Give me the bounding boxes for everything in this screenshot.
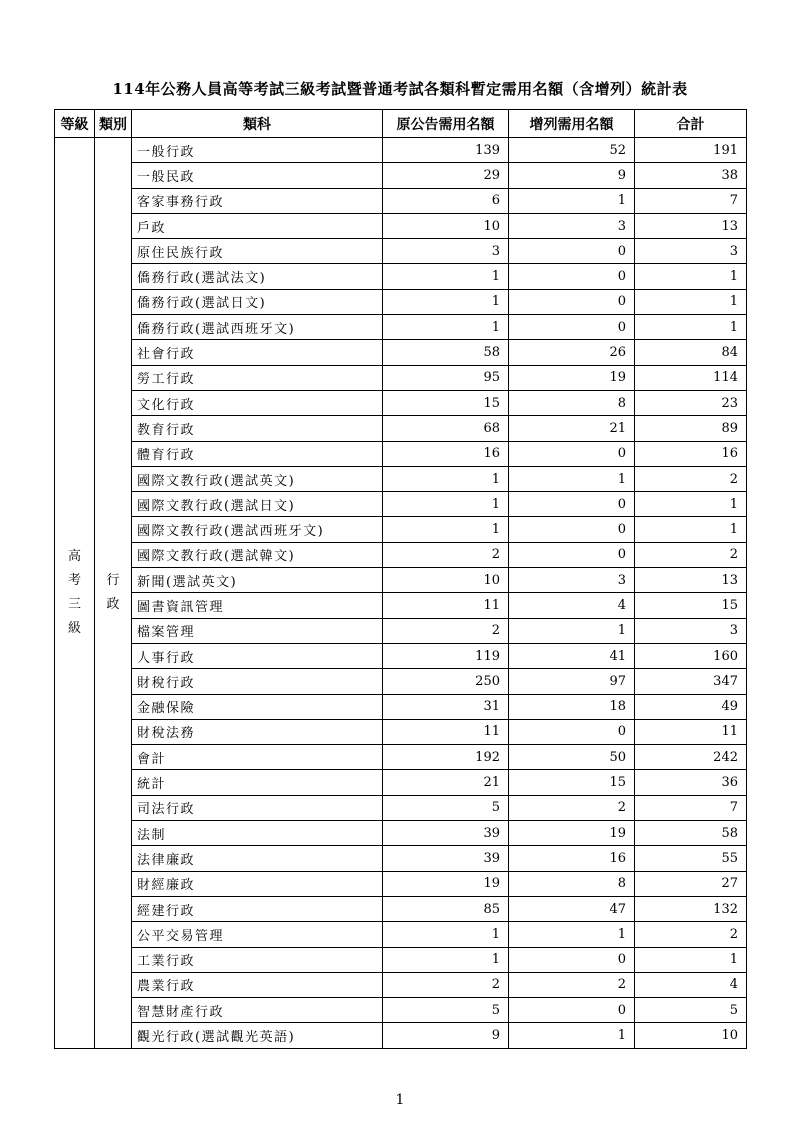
original-cell: 10 xyxy=(383,213,509,238)
total-cell: 13 xyxy=(635,568,747,593)
added-cell: 0 xyxy=(509,542,635,567)
added-cell: 19 xyxy=(509,365,635,390)
subject-cell: 財稅法務 xyxy=(132,719,383,744)
total-cell: 11 xyxy=(635,719,747,744)
original-cell: 11 xyxy=(383,719,509,744)
table-row xyxy=(55,517,747,542)
grade-cell xyxy=(55,138,95,1049)
added-cell: 0 xyxy=(509,239,635,264)
total-cell: 15 xyxy=(635,593,747,618)
original-cell: 1 xyxy=(383,517,509,542)
header-grade: 等級 xyxy=(55,110,95,138)
original-cell: 85 xyxy=(383,896,509,921)
original-cell: 11 xyxy=(383,593,509,618)
added-cell: 3 xyxy=(509,568,635,593)
subject-cell: 法律廉政 xyxy=(132,846,383,871)
added-cell: 4 xyxy=(509,593,635,618)
added-cell: 8 xyxy=(509,390,635,415)
table-row xyxy=(55,745,747,770)
original-cell: 1 xyxy=(383,315,509,340)
table-row xyxy=(55,795,747,820)
original-cell: 58 xyxy=(383,340,509,365)
added-cell: 21 xyxy=(509,416,635,441)
category-char: 政 xyxy=(106,596,120,612)
subject-cell: 觀光行政(選試觀光英語) xyxy=(132,1023,383,1048)
header-subject: 類科 xyxy=(132,110,383,138)
subject-cell: 體育行政 xyxy=(132,441,383,466)
original-cell: 6 xyxy=(383,188,509,213)
table-row xyxy=(55,922,747,947)
total-cell: 7 xyxy=(635,188,747,213)
total-cell: 191 xyxy=(635,138,747,163)
original-cell: 2 xyxy=(383,618,509,643)
original-cell: 192 xyxy=(383,745,509,770)
category-cell xyxy=(95,138,132,1049)
added-cell: 19 xyxy=(509,821,635,846)
header-category: 類別 xyxy=(95,110,132,138)
total-cell: 1 xyxy=(635,947,747,972)
total-cell: 347 xyxy=(635,669,747,694)
subject-cell: 農業行政 xyxy=(132,972,383,997)
table-row xyxy=(55,770,747,795)
original-cell: 3 xyxy=(383,239,509,264)
added-cell: 0 xyxy=(509,289,635,314)
table-row xyxy=(55,340,747,365)
subject-cell: 僑務行政(選試日文) xyxy=(132,289,383,314)
table-row xyxy=(55,213,747,238)
total-cell: 1 xyxy=(635,517,747,542)
subject-cell: 財經廉政 xyxy=(132,871,383,896)
subject-cell: 教育行政 xyxy=(132,416,383,441)
total-cell: 5 xyxy=(635,998,747,1023)
total-cell: 3 xyxy=(635,618,747,643)
total-cell: 58 xyxy=(635,821,747,846)
subject-cell: 僑務行政(選試西班牙文) xyxy=(132,315,383,340)
total-cell: 1 xyxy=(635,315,747,340)
header-added: 增列需用名額 xyxy=(509,110,635,138)
original-cell: 16 xyxy=(383,441,509,466)
added-cell: 1 xyxy=(509,922,635,947)
quota-table xyxy=(54,109,747,1049)
added-cell: 0 xyxy=(509,998,635,1023)
subject-cell: 公平交易管理 xyxy=(132,922,383,947)
original-cell: 68 xyxy=(383,416,509,441)
added-cell: 1 xyxy=(509,188,635,213)
original-cell: 139 xyxy=(383,138,509,163)
table-row xyxy=(55,264,747,289)
total-cell: 10 xyxy=(635,1023,747,1048)
table-row xyxy=(55,163,747,188)
added-cell: 8 xyxy=(509,871,635,896)
table-row xyxy=(55,441,747,466)
total-cell: 4 xyxy=(635,972,747,997)
total-cell: 1 xyxy=(635,492,747,517)
added-cell: 41 xyxy=(509,643,635,668)
subject-cell: 國際文教行政(選試日文) xyxy=(132,492,383,517)
table-row xyxy=(55,998,747,1023)
original-cell: 1 xyxy=(383,289,509,314)
original-cell: 2 xyxy=(383,972,509,997)
added-cell: 0 xyxy=(509,947,635,972)
total-cell: 3 xyxy=(635,239,747,264)
header-row xyxy=(55,110,747,138)
original-cell: 250 xyxy=(383,669,509,694)
table-row xyxy=(55,416,747,441)
original-cell: 5 xyxy=(383,795,509,820)
table-row xyxy=(55,492,747,517)
category-char: 行 xyxy=(106,572,120,588)
table-row xyxy=(55,138,747,163)
table-row xyxy=(55,289,747,314)
total-cell: 1 xyxy=(635,289,747,314)
subject-cell: 新聞(選試英文) xyxy=(132,568,383,593)
subject-cell: 司法行政 xyxy=(132,795,383,820)
subject-cell: 客家事務行政 xyxy=(132,188,383,213)
added-cell: 47 xyxy=(509,896,635,921)
added-cell: 50 xyxy=(509,745,635,770)
added-cell: 15 xyxy=(509,770,635,795)
page-title: 114年公務人員高等考試三級考試暨普通考試各類科暫定需用名額（含增列）統計表 xyxy=(112,80,688,98)
original-cell: 39 xyxy=(383,821,509,846)
table-row xyxy=(55,719,747,744)
total-cell: 2 xyxy=(635,542,747,567)
subject-cell: 勞工行政 xyxy=(132,365,383,390)
subject-cell: 智慧財產行政 xyxy=(132,998,383,1023)
grade-char: 級 xyxy=(67,620,81,636)
added-cell: 3 xyxy=(509,213,635,238)
added-cell: 0 xyxy=(509,441,635,466)
added-cell: 52 xyxy=(509,138,635,163)
subject-cell: 人事行政 xyxy=(132,643,383,668)
added-cell: 1 xyxy=(509,466,635,491)
table-row xyxy=(55,593,747,618)
original-cell: 1 xyxy=(383,264,509,289)
added-cell: 0 xyxy=(509,719,635,744)
subject-cell: 一般民政 xyxy=(132,163,383,188)
subject-cell: 戶政 xyxy=(132,213,383,238)
subject-cell: 國際文教行政(選試英文) xyxy=(132,466,383,491)
original-cell: 31 xyxy=(383,694,509,719)
total-cell: 27 xyxy=(635,871,747,896)
table-row xyxy=(55,568,747,593)
subject-cell: 圖書資訊管理 xyxy=(132,593,383,618)
table-row xyxy=(55,896,747,921)
original-cell: 15 xyxy=(383,390,509,415)
total-cell: 1 xyxy=(635,264,747,289)
added-cell: 0 xyxy=(509,517,635,542)
table-row xyxy=(55,947,747,972)
total-cell: 23 xyxy=(635,390,747,415)
page-number: 1 xyxy=(395,1092,405,1108)
table-row xyxy=(55,390,747,415)
table-row xyxy=(55,871,747,896)
total-cell: 16 xyxy=(635,441,747,466)
table-row xyxy=(55,643,747,668)
original-cell: 9 xyxy=(383,1023,509,1048)
original-cell: 39 xyxy=(383,846,509,871)
original-cell: 21 xyxy=(383,770,509,795)
original-cell: 1 xyxy=(383,466,509,491)
total-cell: 49 xyxy=(635,694,747,719)
original-cell: 1 xyxy=(383,947,509,972)
added-cell: 0 xyxy=(509,492,635,517)
total-cell: 242 xyxy=(635,745,747,770)
total-cell: 84 xyxy=(635,340,747,365)
total-cell: 13 xyxy=(635,213,747,238)
grade-char: 高 xyxy=(67,548,81,564)
subject-cell: 國際文教行政(選試韓文) xyxy=(132,542,383,567)
table-row xyxy=(55,694,747,719)
subject-cell: 檔案管理 xyxy=(132,618,383,643)
added-cell: 2 xyxy=(509,972,635,997)
table-row xyxy=(55,821,747,846)
added-cell: 2 xyxy=(509,795,635,820)
subject-cell: 工業行政 xyxy=(132,947,383,972)
table-row xyxy=(55,1023,747,1048)
table-row xyxy=(55,239,747,264)
added-cell: 0 xyxy=(509,315,635,340)
subject-cell: 財稅行政 xyxy=(132,669,383,694)
grade-char: 考 xyxy=(67,572,81,588)
subject-cell: 一般行政 xyxy=(132,138,383,163)
subject-cell: 國際文教行政(選試西班牙文) xyxy=(132,517,383,542)
table-row xyxy=(55,846,747,871)
subject-cell: 會計 xyxy=(132,745,383,770)
total-cell: 38 xyxy=(635,163,747,188)
table-body xyxy=(55,138,747,1049)
table-row xyxy=(55,669,747,694)
original-cell: 119 xyxy=(383,643,509,668)
original-cell: 2 xyxy=(383,542,509,567)
subject-cell: 金融保險 xyxy=(132,694,383,719)
original-cell: 19 xyxy=(383,871,509,896)
total-cell: 132 xyxy=(635,896,747,921)
original-cell: 1 xyxy=(383,492,509,517)
total-cell: 2 xyxy=(635,466,747,491)
table-row xyxy=(55,365,747,390)
subject-cell: 原住民族行政 xyxy=(132,239,383,264)
original-cell: 10 xyxy=(383,568,509,593)
subject-cell: 社會行政 xyxy=(132,340,383,365)
added-cell: 1 xyxy=(509,618,635,643)
table-row xyxy=(55,188,747,213)
subject-cell: 經建行政 xyxy=(132,896,383,921)
total-cell: 89 xyxy=(635,416,747,441)
added-cell: 97 xyxy=(509,669,635,694)
original-cell: 5 xyxy=(383,998,509,1023)
added-cell: 16 xyxy=(509,846,635,871)
subject-cell: 法制 xyxy=(132,821,383,846)
added-cell: 26 xyxy=(509,340,635,365)
added-cell: 1 xyxy=(509,1023,635,1048)
total-cell: 2 xyxy=(635,922,747,947)
subject-cell: 僑務行政(選試法文) xyxy=(132,264,383,289)
added-cell: 9 xyxy=(509,163,635,188)
table-row xyxy=(55,618,747,643)
table-row xyxy=(55,466,747,491)
header-original: 原公告需用名額 xyxy=(383,110,509,138)
total-cell: 114 xyxy=(635,365,747,390)
original-cell: 1 xyxy=(383,922,509,947)
subject-cell: 統計 xyxy=(132,770,383,795)
table-row xyxy=(55,972,747,997)
table-row xyxy=(55,542,747,567)
header-total: 合計 xyxy=(635,110,747,138)
total-cell: 36 xyxy=(635,770,747,795)
added-cell: 0 xyxy=(509,264,635,289)
subject-cell: 文化行政 xyxy=(132,390,383,415)
added-cell: 18 xyxy=(509,694,635,719)
total-cell: 160 xyxy=(635,643,747,668)
grade-char: 三 xyxy=(67,596,81,612)
table-row xyxy=(55,315,747,340)
total-cell: 7 xyxy=(635,795,747,820)
total-cell: 55 xyxy=(635,846,747,871)
original-cell: 95 xyxy=(383,365,509,390)
original-cell: 29 xyxy=(383,163,509,188)
